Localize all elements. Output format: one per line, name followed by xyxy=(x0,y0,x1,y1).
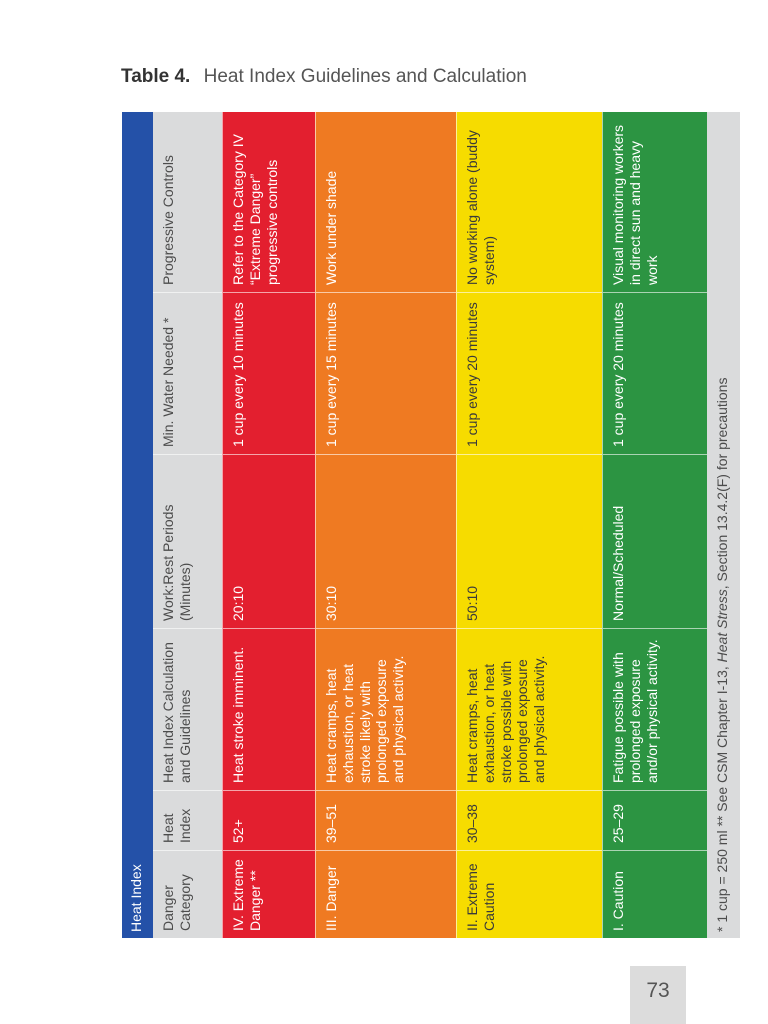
header-work-rest: Work:Rest Periods (Minutes) xyxy=(153,454,222,628)
cell-water: 1 cup every 20 minutes xyxy=(457,292,602,454)
table-header-row xyxy=(153,112,222,938)
table-row xyxy=(315,112,456,938)
page-number: 73 xyxy=(630,966,686,1024)
table-row xyxy=(456,112,602,938)
cell-work-rest: Normal/Scheduled xyxy=(603,454,707,628)
table-number: Table 4. xyxy=(121,66,191,87)
cell-heat-index: 25–29 xyxy=(603,790,707,850)
cell-guidelines: Heat cramps, heat exhaustion, or heat stroke likely with prolonged exposure and physical activity. xyxy=(316,628,456,790)
footnote-text-start: * 1 cup = 250 ml ** See CSM Chapter I-13, xyxy=(714,662,730,932)
table-title xyxy=(121,66,527,88)
cell-guidelines: Heat stroke imminent. xyxy=(223,628,315,790)
cell-water: 1 cup every 10 minutes xyxy=(223,292,315,454)
cell-controls: No working alone (buddy system) xyxy=(464,130,497,285)
header-danger-category: Danger Category xyxy=(153,850,222,938)
heat-index-table xyxy=(122,112,740,938)
cell-controls: Visual monitoring workers in direct sun and heavy work xyxy=(610,124,660,285)
cell-guidelines: Fatigue possible with prolonged exposure and/or physical activity. xyxy=(603,628,707,790)
cell-water: 1 cup every 20 minutes xyxy=(603,292,707,454)
cell-controls: Work under shade xyxy=(323,170,339,285)
cell-category: I. Caution xyxy=(603,850,707,938)
cell-work-rest: 20:10 xyxy=(223,454,315,628)
table-row xyxy=(602,112,707,938)
table-row xyxy=(222,112,315,938)
table-caption: Heat Index Guidelines and Calculation xyxy=(203,66,527,87)
header-progressive-controls: Progressive Controls xyxy=(160,155,176,285)
header-guidelines: Heat Index Calculation and Guidelines xyxy=(153,628,222,790)
cell-category: IV. Extreme Danger ** xyxy=(223,850,315,938)
cell-heat-index: 39–51 xyxy=(316,790,456,850)
header-heat-index: Heat Index xyxy=(153,790,222,850)
footnote-italic-title: Heat Stress xyxy=(714,589,730,663)
cell-work-rest: 50:10 xyxy=(457,454,602,628)
cell-heat-index: 52+ xyxy=(223,790,315,850)
cell-category: III. Danger xyxy=(316,850,456,938)
table-band-heading: Heat Index xyxy=(122,112,153,938)
cell-work-rest: 30:10 xyxy=(316,454,456,628)
footnote-text-end: , Section 13.4.2(F) for precautions xyxy=(714,377,730,590)
cell-controls: Refer to the Category IV “Extreme Danger” progressive controls xyxy=(230,134,280,285)
cell-guidelines: Heat cramps, heat exhaustion, or heat stroke possible with prolonged exposure and physical activity. xyxy=(457,628,602,790)
cell-category: II. Extreme Caution xyxy=(457,850,602,938)
table-footnote xyxy=(707,112,740,938)
cell-water: 1 cup every 15 minutes xyxy=(316,292,456,454)
header-min-water: Min. Water Needed * xyxy=(153,292,222,454)
cell-heat-index: 30–38 xyxy=(457,790,602,850)
